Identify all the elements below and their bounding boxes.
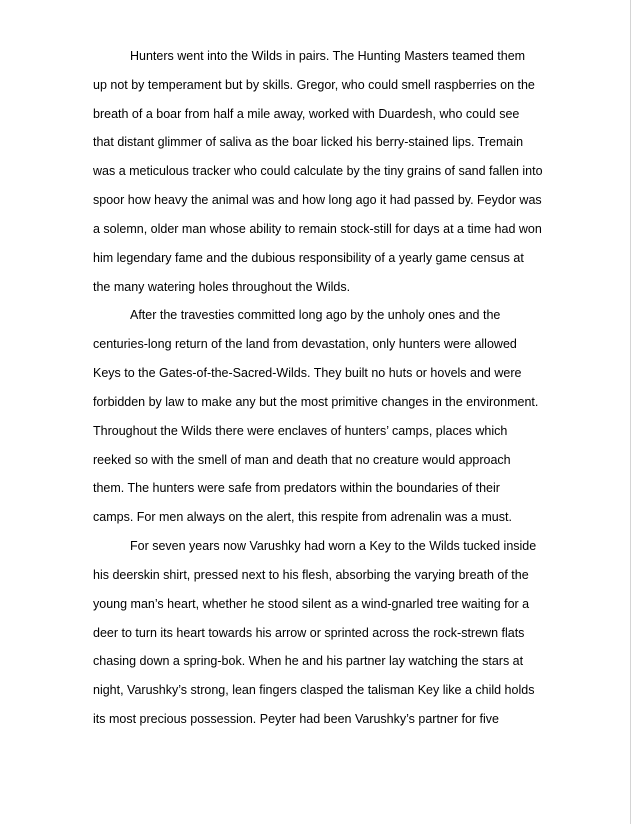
text-line: chasing down a spring-bok. When he and his partner lay watching the stars at — [93, 654, 524, 669]
text-line: young man’s heart, whether he stood silent as a wind-gnarled tree waiting for a — [93, 596, 530, 611]
text-line: reeked so with the smell of man and death that no creature would approach — [93, 452, 511, 467]
text-line: its most precious possession. Peyter had been Varushky’s partner for five — [93, 712, 499, 727]
paragraph-first-line: Hunters went into the Wilds in pairs. The Hunting Masters teamed them — [130, 49, 526, 63]
document-body — [93, 42, 543, 734]
text-line: him legendary fame and the dubious responsibility of a yearly game census at — [93, 250, 524, 265]
text-line: forbidden by law to make any but the most primitive changes in the environment. — [93, 394, 539, 409]
paragraph-first-line: After the travesties committed long ago by the unholy ones and the — [130, 308, 501, 323]
text-line: a solemn, older man whose ability to remain stock-still for days at a time had won — [93, 221, 542, 236]
text-line: deer to turn its heart towards his arrow or sprinted across the rock-strewn flats — [93, 625, 525, 640]
text-line: night, Varushky’s strong, lean fingers clasped the talisman Key like a child holds — [93, 683, 535, 698]
paragraph-first-line: For seven years now Varushky had worn a Key to the Wilds tucked inside — [130, 539, 537, 554]
text-line: the many watering holes throughout the Wilds. — [93, 279, 351, 294]
text-line: was a meticulous tracker who could calculate by the tiny grains of sand fallen into — [93, 164, 543, 179]
text-line: Keys to the Gates-of-the-Sacred-Wilds. They built no huts or hovels and were — [93, 366, 522, 381]
text-line: camps. For men always on the alert, this respite from adrenalin was a must. — [93, 510, 512, 525]
text-line: his deerskin shirt, pressed next to his flesh, absorbing the varying breath of the — [93, 567, 529, 582]
text-line: Throughout the Wilds there were enclaves of hunters’ camps, places which — [93, 423, 508, 438]
text-line: them. The hunters were safe from predators within the boundaries of their — [93, 481, 500, 496]
text-line: spoor how heavy the animal was and how long ago it had passed by. Feydor was — [93, 193, 542, 208]
text-line: centuries-long return of the land from devastation, only hunters were allowed — [93, 337, 517, 352]
text-line: that distant glimmer of saliva as the boar licked his berry-stained lips. Tremain — [93, 135, 524, 150]
text-line: breath of a boar from half a mile away, worked with Duardesh, who could see — [93, 106, 520, 121]
text-line: up not by temperament but by skills. Gregor, who could smell raspberries on the — [93, 77, 535, 92]
